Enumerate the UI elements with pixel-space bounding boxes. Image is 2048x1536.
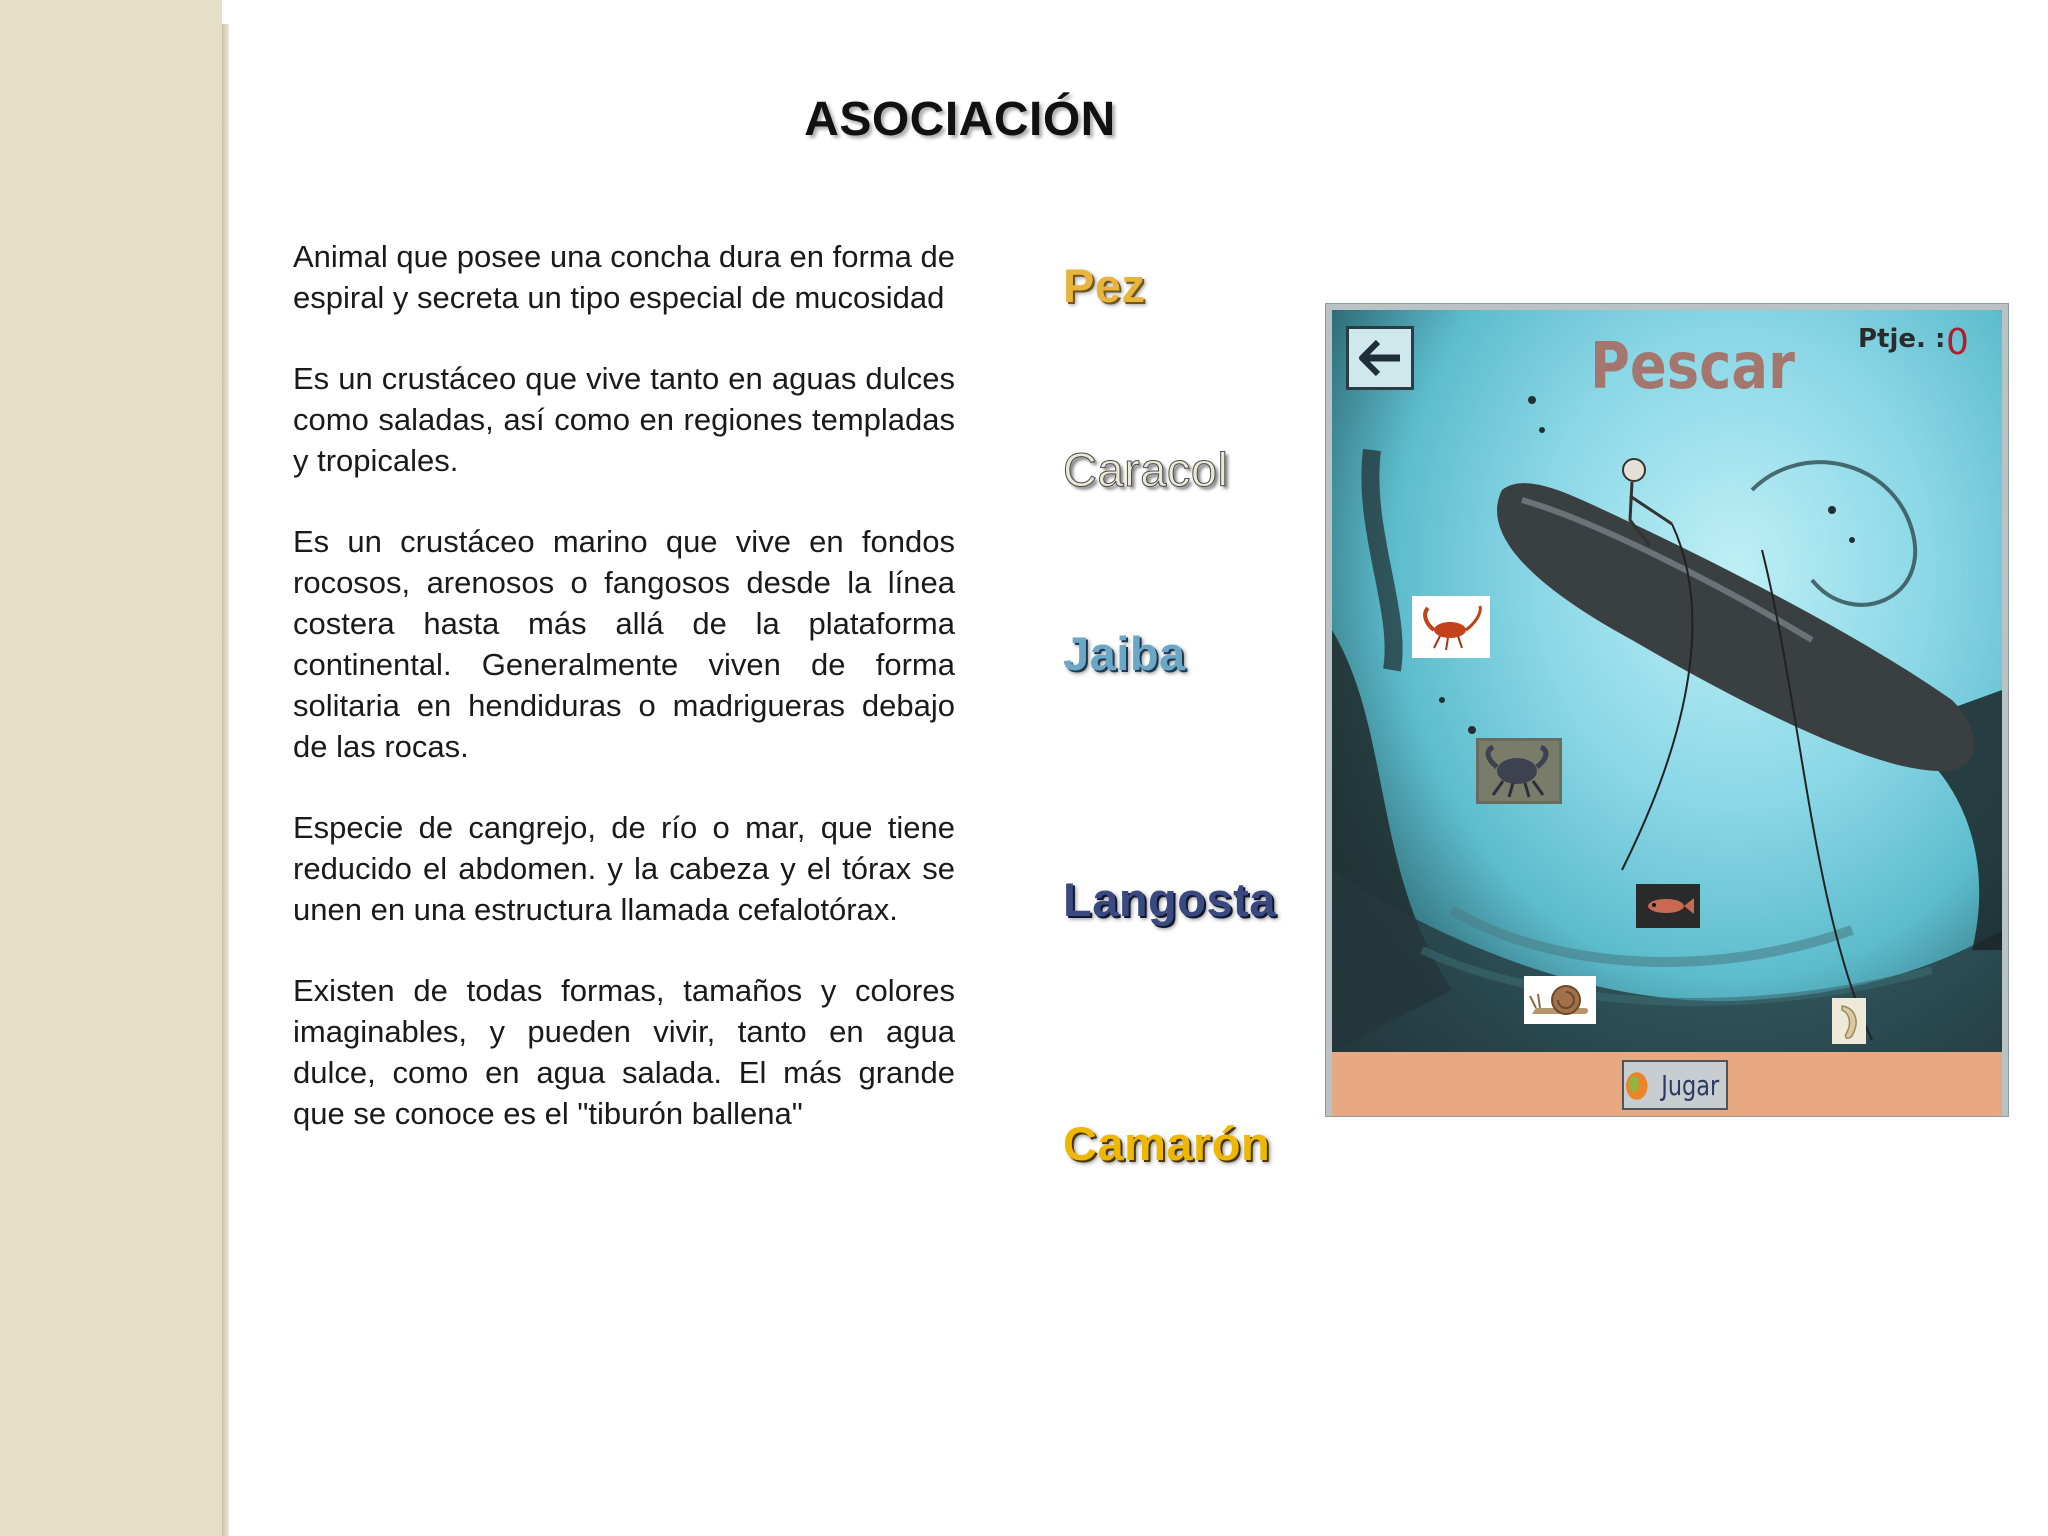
ocean-illustration <box>1332 310 2002 1052</box>
orange-icon <box>1624 1068 1650 1102</box>
fishing-game-screenshot <box>1326 304 2008 1116</box>
word-pez[interactable]: Pez <box>1063 259 1146 312</box>
back-button[interactable] <box>1346 326 1414 390</box>
slide-title: ASOCIACIÓN <box>804 93 1116 146</box>
word-jaiba[interactable]: Jaiba <box>1063 627 1186 680</box>
fish-thumbnail[interactable] <box>1636 884 1700 928</box>
lobster-thumbnail[interactable] <box>1412 596 1490 658</box>
crab-thumbnail[interactable] <box>1476 738 1562 804</box>
description-fish: Existen de todas formas, tamaños y colores imaginables, y pueden vivir, tanto en agua dulce, como en agua salada. El más grande que se conoce es el "tiburón ballena" <box>293 973 955 1131</box>
lobster-icon <box>1416 600 1486 654</box>
description-snail: Animal que posee una concha dura en forma de espiral y secreta un tipo especial de mucosidad <box>293 239 955 315</box>
game-title: Pescar <box>1590 330 1795 404</box>
snail-icon <box>1526 978 1594 1022</box>
score-label: Ptje. : <box>1858 324 1946 354</box>
word-langosta[interactable]: Langosta <box>1063 873 1276 926</box>
description-shrimp: Es un crustáceo que vive tanto en aguas dulces como saladas, así como en regiones templadas y tropicales. <box>293 361 955 478</box>
description-crab: Especie de cangrejo, de río o mar, que tiene reducido el abdomen. y la cabeza y el tórax se unen en una estructura llamada cefalotórax. <box>293 810 955 927</box>
word-caracol[interactable]: Caracol <box>1063 443 1229 496</box>
snail-thumbnail[interactable] <box>1524 976 1596 1024</box>
left-band-shadow <box>222 24 229 1536</box>
left-decorative-band <box>0 0 222 1536</box>
shrimp-thumbnail[interactable] <box>1832 998 1866 1044</box>
play-button-label: Jugar <box>1660 1068 1719 1102</box>
game-bottom-bar <box>1332 1052 2002 1116</box>
word-camaron[interactable]: Camarón <box>1063 1117 1271 1170</box>
arrow-left-icon <box>1356 338 1404 378</box>
crab-icon <box>1479 741 1559 801</box>
shrimp-icon <box>1834 1000 1864 1042</box>
play-button[interactable] <box>1622 1060 1728 1110</box>
game-scene <box>1332 310 2002 1052</box>
score-value: 0 <box>1946 322 1969 363</box>
descriptions-column <box>293 236 955 1174</box>
fish-icon <box>1638 886 1698 926</box>
description-lobster: Es un crustáceo marino que vive en fondos rocosos, arenosos o fangosos desde la línea costera hasta más allá de la plataforma continental. Generalmente viven de forma solitaria en hendiduras o madrigueras debajo de las rocas. <box>293 524 955 764</box>
